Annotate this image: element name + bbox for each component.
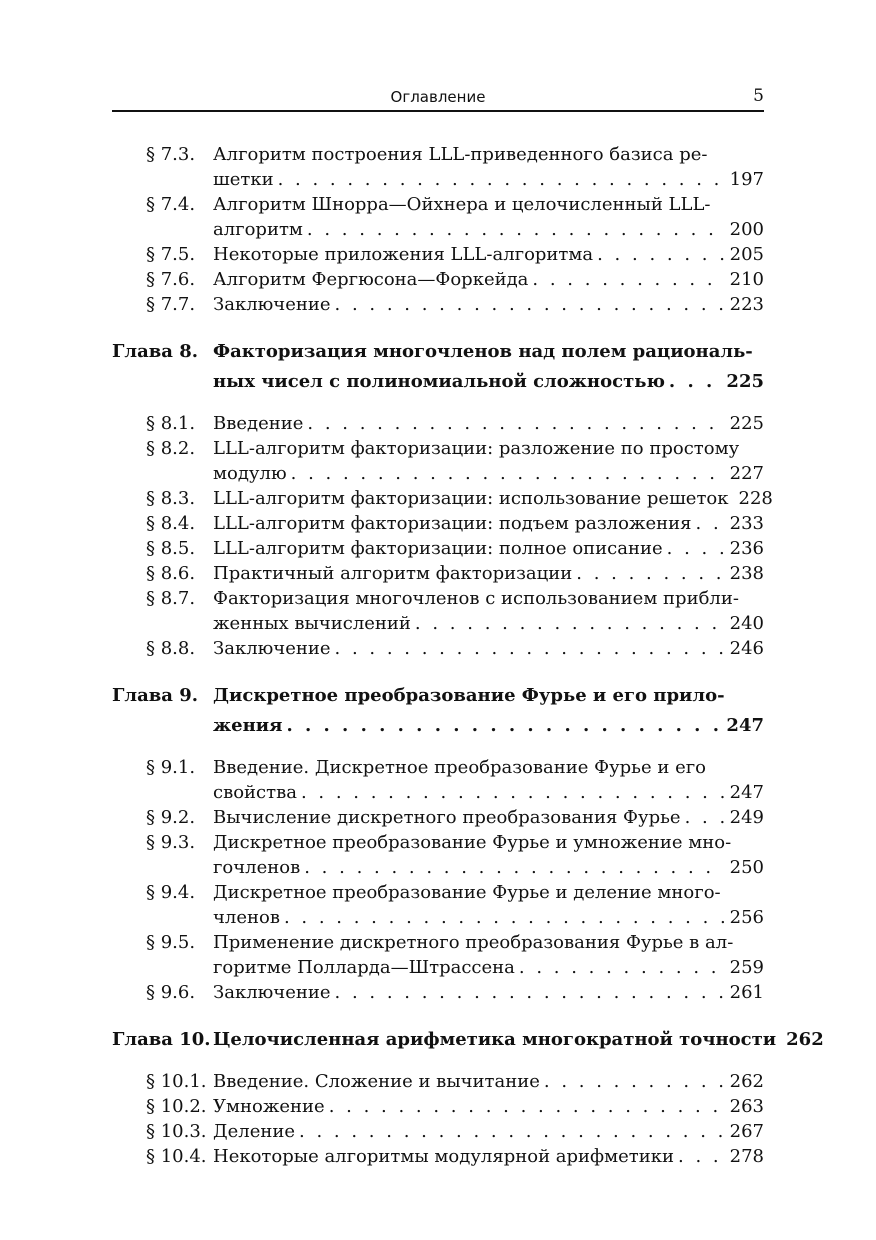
entry-title — [213, 511, 764, 536]
entry-title-last-line — [213, 1144, 764, 1169]
entry-page-number: 259 — [729, 957, 764, 978]
section-number: § 8.6. — [146, 563, 196, 584]
dot-leader — [335, 980, 724, 1005]
running-header-title: Оглавление — [390, 88, 486, 106]
entry-title — [213, 536, 764, 561]
dot-leader — [291, 461, 724, 486]
entry-title-text: модулю — [213, 463, 287, 484]
entry-title — [213, 755, 764, 805]
toc-section-entry — [112, 880, 764, 930]
chapter-number: Глава 10. — [112, 1029, 211, 1050]
entry-page-number: 278 — [729, 1146, 764, 1167]
entry-title-last-line — [213, 536, 764, 561]
entry-title — [213, 267, 764, 292]
entry-title-text: Вычисление дискретного преобразования Фурье — [213, 807, 681, 828]
entry-title-last-line — [213, 486, 773, 511]
entry-title-text: Заключение — [213, 638, 331, 659]
entry-title-text: Целочисленная арифметика многократной точности — [213, 1029, 777, 1050]
entry-title-last-line — [213, 1025, 824, 1055]
dot-leader — [544, 1069, 724, 1094]
entry-page-number: 262 — [729, 1071, 764, 1092]
section-number: § 7.7. — [146, 294, 196, 315]
entry-title — [213, 636, 764, 661]
entry-title-first-line: Факторизация многочленов над полем рациональ- — [213, 341, 753, 362]
toc-section-entry — [112, 830, 764, 880]
toc-section-entry — [112, 1119, 764, 1144]
section-number: § 8.7. — [146, 588, 196, 609]
entry-page-number: 262 — [786, 1029, 824, 1050]
entry-title-text: шетки — [213, 169, 274, 190]
dot-leader — [301, 780, 724, 805]
entry-title-text: Введение. Сложение и вычитание — [213, 1071, 540, 1092]
section-number: § 9.3. — [146, 832, 196, 853]
toc-section-entry — [112, 411, 764, 436]
entry-title-last-line — [213, 1069, 764, 1094]
entry-page-number: 200 — [729, 219, 764, 240]
entry-title-last-line — [213, 167, 764, 192]
entry-title-text: алгоритм — [213, 219, 303, 240]
section-number: § 8.2. — [146, 438, 196, 459]
entry-title-last-line — [213, 980, 764, 1005]
entry-title-text: Заключение — [213, 982, 331, 1003]
dot-leader — [532, 267, 723, 292]
dot-leader — [278, 167, 724, 192]
entry-title-text: LLL-алгоритм факторизации: полное описание — [213, 538, 663, 559]
entry-title-text: Алгоритм Фергюсона—Форкейда — [213, 269, 529, 290]
dot-leader — [696, 511, 724, 536]
entry-page-number: 261 — [729, 982, 764, 1003]
entry-title-text: Заключение — [213, 294, 331, 315]
entry-title-text: ных чисел с полиномиальной сложностью — [213, 371, 665, 392]
section-number: § 9.5. — [146, 932, 196, 953]
entry-title — [213, 1119, 764, 1144]
entry-page-number: 223 — [729, 294, 764, 315]
entry-title-text: горитме Полларда—Штрассена — [213, 957, 515, 978]
entry-title — [213, 830, 764, 880]
toc-section-entry — [112, 267, 764, 292]
toc-section-entry — [112, 1144, 764, 1169]
section-number: § 9.6. — [146, 982, 196, 1003]
toc-section-entry — [112, 805, 764, 830]
toc-chapter-entry — [112, 337, 764, 397]
entry-title-text: LLL-алгоритм факторизации: использование решеток — [213, 488, 729, 509]
section-number: § 7.3. — [146, 144, 196, 165]
dot-leader — [307, 411, 723, 436]
entry-title-first-line: Применение дискретного преобразования Фурье в ал- — [213, 932, 734, 953]
entry-title-last-line — [213, 411, 764, 436]
table-of-contents — [112, 142, 824, 1169]
entry-title-last-line — [213, 855, 764, 880]
toc-section-entry — [112, 242, 764, 267]
entry-title — [213, 980, 764, 1005]
section-number: § 8.1. — [146, 413, 196, 434]
entry-title — [213, 561, 764, 586]
entry-title-text: Некоторые приложения LLL-алгоритма — [213, 244, 594, 265]
toc-section-entry — [112, 511, 764, 536]
dot-leader — [669, 367, 721, 397]
dot-leader — [519, 955, 724, 980]
toc-section-entry — [112, 292, 764, 317]
dot-leader — [335, 292, 724, 317]
dot-leader — [685, 805, 724, 830]
entry-title — [213, 486, 773, 511]
entry-title-last-line — [213, 780, 764, 805]
entry-title — [213, 930, 764, 980]
entry-page-number: 227 — [729, 463, 764, 484]
entry-title — [213, 681, 764, 741]
entry-title-first-line: Дискретное преобразование Фурье и умножение мно- — [213, 832, 732, 853]
toc-section-entry — [112, 930, 764, 980]
entry-title — [213, 337, 764, 397]
toc-section-entry — [112, 586, 764, 636]
toc-section-entry — [112, 636, 764, 661]
entry-page-number: 267 — [729, 1121, 764, 1142]
entry-title — [213, 292, 764, 317]
dot-leader — [304, 855, 723, 880]
toc-section-entry — [112, 1069, 764, 1094]
entry-title-last-line — [213, 636, 764, 661]
entry-title-last-line — [213, 242, 764, 267]
entry-title-last-line — [213, 1094, 764, 1119]
entry-title-text: гочленов — [213, 857, 301, 878]
entry-page-number: 197 — [729, 169, 764, 190]
chapter-number: Глава 9. — [112, 685, 199, 706]
section-number: § 9.4. — [146, 882, 196, 903]
entry-title-first-line: Факторизация многочленов с использованием прибли- — [213, 588, 739, 609]
entry-title-first-line: Дискретное преобразование Фурье и его прило- — [213, 685, 725, 706]
entry-page-number: 228 — [738, 488, 773, 509]
entry-title — [213, 805, 764, 830]
toc-section-entry — [112, 980, 764, 1005]
entry-title-first-line: Алгоритм построения LLL-приведенного базиса ре- — [213, 144, 708, 165]
entry-page-number: 246 — [729, 638, 764, 659]
dot-leader — [284, 905, 724, 930]
toc-section-entry — [112, 142, 764, 192]
entry-title — [213, 1144, 764, 1169]
section-number: § 8.4. — [146, 513, 196, 534]
entry-title-text: Деление — [213, 1121, 296, 1142]
entry-title-last-line — [213, 711, 764, 741]
section-number: § 7.5. — [146, 244, 196, 265]
entry-title-text: членов — [213, 907, 280, 928]
entry-title-text: Умножение — [213, 1096, 325, 1117]
entry-title-first-line: Введение. Дискретное преобразование Фурье и его — [213, 757, 706, 778]
toc-section-entry — [112, 561, 764, 586]
dot-leader — [286, 711, 720, 741]
entry-page-number: 256 — [729, 907, 764, 928]
section-number: § 8.3. — [146, 488, 196, 509]
section-number: § 10.4. — [146, 1146, 207, 1167]
dot-leader — [415, 611, 724, 636]
section-number: § 8.8. — [146, 638, 196, 659]
dot-leader — [329, 1094, 724, 1119]
entry-title-last-line — [213, 805, 764, 830]
entry-title — [213, 436, 764, 486]
entry-page-number: 240 — [729, 613, 764, 634]
entry-title — [213, 142, 764, 192]
entry-title — [213, 1094, 764, 1119]
entry-title-last-line — [213, 561, 764, 586]
entry-title-first-line: Алгоритм Шнорра—Ойхнера и целочисленный LLL- — [213, 194, 711, 215]
entry-title — [213, 1069, 764, 1094]
section-number: § 7.4. — [146, 194, 196, 215]
entry-title-last-line — [213, 955, 764, 980]
toc-section-entry — [112, 1094, 764, 1119]
entry-title-text: свойства — [213, 782, 297, 803]
dot-leader — [667, 536, 724, 561]
entry-title — [213, 880, 764, 930]
entry-title-last-line — [213, 611, 764, 636]
entry-title-last-line — [213, 267, 764, 292]
dot-leader — [307, 217, 724, 242]
dot-leader — [335, 636, 724, 661]
entry-page-number: 249 — [729, 807, 764, 828]
entry-page-number: 247 — [726, 715, 764, 736]
entry-page-number: 238 — [729, 563, 764, 584]
chapter-number: Глава 8. — [112, 341, 199, 362]
page-number: 5 — [753, 86, 764, 106]
toc-chapter-entry — [112, 1025, 824, 1055]
section-number: § 9.2. — [146, 807, 196, 828]
entry-page-number: 233 — [729, 513, 764, 534]
entry-title — [213, 1025, 824, 1055]
dot-leader — [299, 1119, 724, 1144]
entry-title-text: Практичный алгоритм факторизации — [213, 563, 573, 584]
entry-title-last-line — [213, 217, 764, 242]
entry-page-number: 247 — [729, 782, 764, 803]
entry-title-last-line — [213, 292, 764, 317]
entry-page-number: 250 — [729, 857, 764, 878]
section-number: § 10.2. — [146, 1096, 207, 1117]
entry-page-number: 225 — [726, 371, 764, 392]
running-header — [112, 84, 764, 112]
entry-title — [213, 192, 764, 242]
entry-page-number: 225 — [729, 413, 764, 434]
entry-title-text: жения — [213, 715, 283, 736]
entry-page-number: 205 — [729, 244, 764, 265]
toc-section-entry — [112, 755, 764, 805]
toc-section-entry — [112, 192, 764, 242]
section-number: § 9.1. — [146, 757, 196, 778]
entry-title-first-line: LLL-алгоритм факторизации: разложение по простому — [213, 438, 740, 459]
entry-title-text: LLL-алгоритм факторизации: подъем разложения — [213, 513, 692, 534]
entry-title-text: женных вычислений — [213, 613, 411, 634]
entry-title — [213, 242, 764, 267]
entry-page-number: 236 — [729, 538, 764, 559]
entry-title-first-line: Дискретное преобразование Фурье и деление много- — [213, 882, 721, 903]
entry-title-text: Введение — [213, 413, 304, 434]
entry-title-last-line — [213, 905, 764, 930]
entry-title-last-line — [213, 461, 764, 486]
section-number: § 8.5. — [146, 538, 196, 559]
section-number: § 10.3. — [146, 1121, 207, 1142]
section-number: § 10.1. — [146, 1071, 207, 1092]
dot-leader — [576, 561, 723, 586]
dot-leader — [597, 242, 724, 267]
entry-title-text: Некоторые алгоритмы модулярной арифметики — [213, 1146, 674, 1167]
section-number: § 7.6. — [146, 269, 196, 290]
entry-title — [213, 411, 764, 436]
entry-title-last-line — [213, 511, 764, 536]
entry-title-last-line — [213, 1119, 764, 1144]
toc-chapter-entry — [112, 681, 764, 741]
dot-leader — [678, 1144, 724, 1169]
toc-section-entry — [112, 536, 764, 561]
entry-title-last-line — [213, 367, 764, 397]
toc-section-entry — [112, 486, 773, 511]
entry-page-number: 210 — [729, 269, 764, 290]
entry-page-number: 263 — [729, 1096, 764, 1117]
toc-section-entry — [112, 436, 764, 486]
entry-title — [213, 586, 764, 636]
